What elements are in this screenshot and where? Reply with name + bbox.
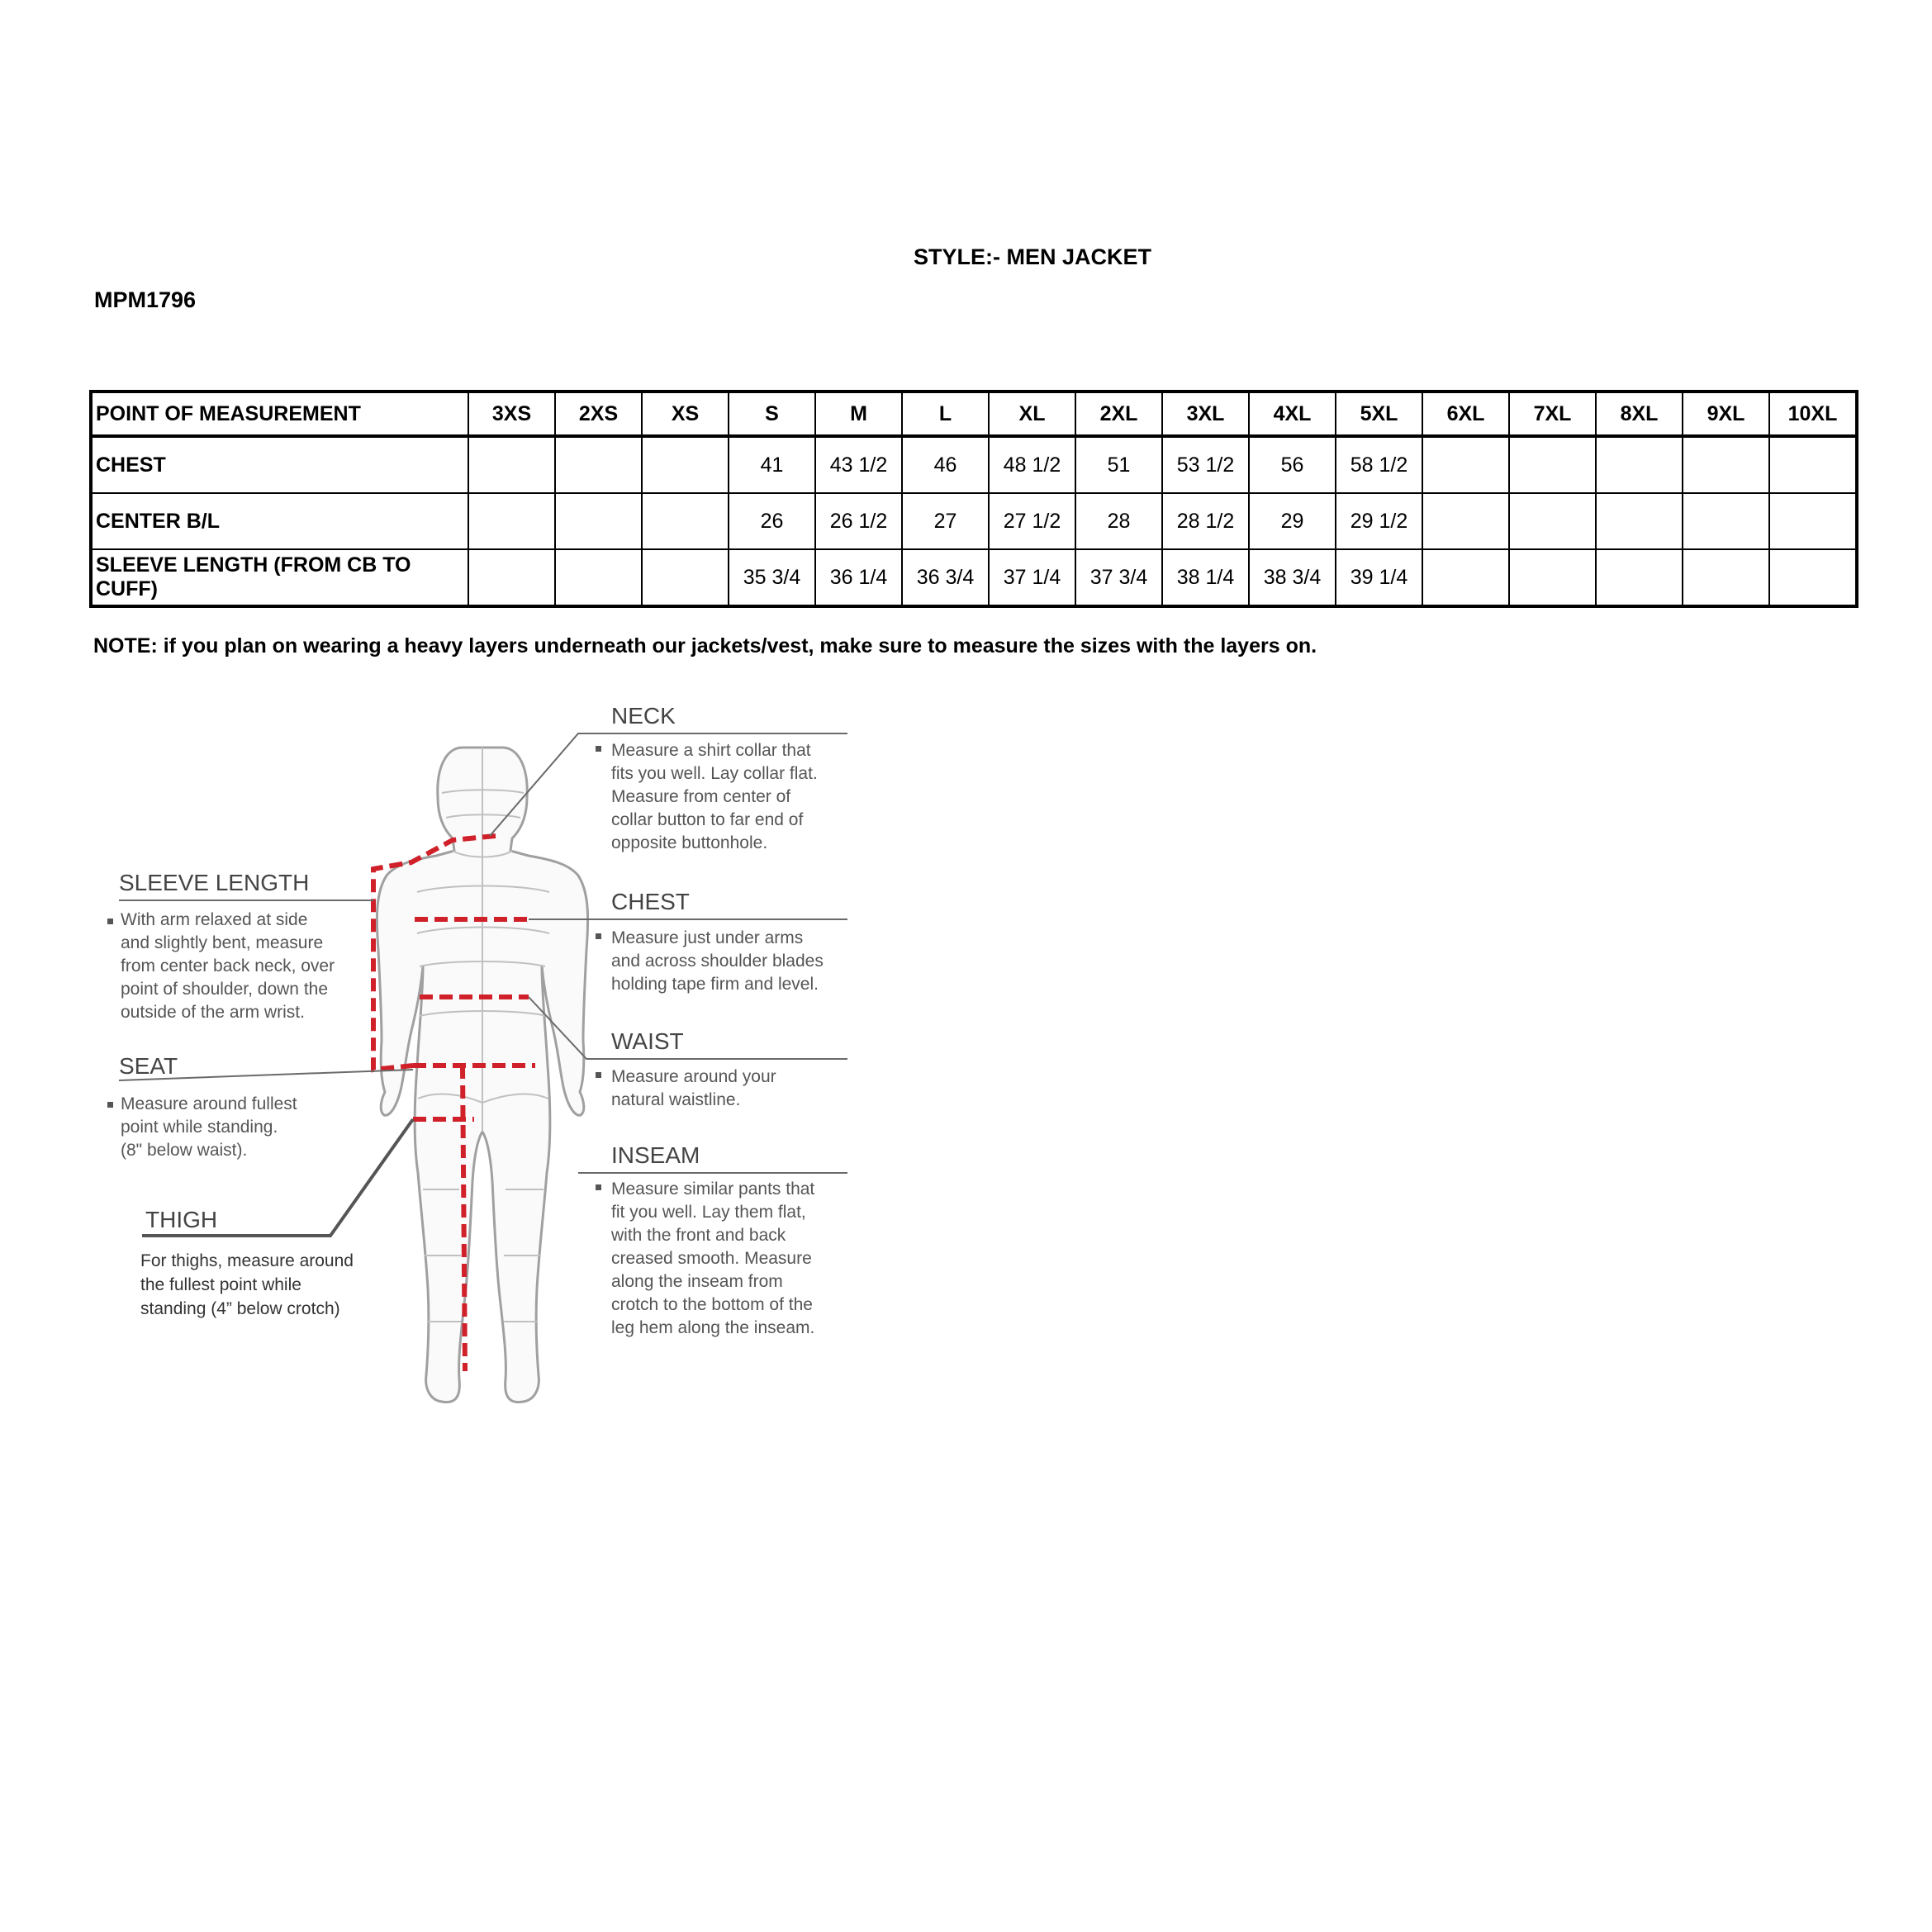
bullet-icon bbox=[107, 1102, 113, 1108]
table-cell: 29 bbox=[1249, 493, 1336, 549]
size-header: 3XS bbox=[468, 392, 555, 436]
size-header: 6XL bbox=[1422, 392, 1509, 436]
inseam-label: INSEAM bbox=[611, 1142, 700, 1168]
sleeve-length-text: point of shoulder, down the bbox=[121, 980, 329, 999]
waist-text: Measure around your bbox=[611, 1067, 776, 1086]
size-header: 7XL bbox=[1509, 392, 1596, 436]
waist-label: WAIST bbox=[611, 1028, 684, 1054]
neck-label: NECK bbox=[611, 703, 676, 729]
inseam-text: crotch to the bottom of the bbox=[611, 1295, 813, 1314]
table-cell: 27 bbox=[902, 493, 989, 549]
table-cell: 35 3/4 bbox=[729, 549, 815, 606]
table-cell: 38 3/4 bbox=[1249, 549, 1336, 606]
thigh-text: the fullest point while bbox=[140, 1275, 301, 1294]
table-cell: 48 1/2 bbox=[989, 436, 1075, 493]
thigh-text: For thighs, measure around bbox=[140, 1251, 354, 1270]
sleeve-length-text: With arm relaxed at side bbox=[121, 910, 308, 929]
seat-text: Measure around fullest bbox=[121, 1094, 297, 1113]
table-cell: 56 bbox=[1249, 436, 1336, 493]
table-cell: 36 1/4 bbox=[815, 549, 902, 606]
neck-text: Measure a shirt collar that bbox=[611, 741, 811, 760]
neck-text: collar button to far end of bbox=[611, 810, 804, 829]
size-header: S bbox=[729, 392, 815, 436]
neck-text: Measure from center of bbox=[611, 787, 791, 806]
inseam-text: along the inseam from bbox=[611, 1272, 783, 1291]
bullet-icon bbox=[596, 1072, 601, 1078]
bullet-icon bbox=[596, 1184, 601, 1190]
size-header: 9XL bbox=[1683, 392, 1769, 436]
sleeve-length-label: SLEEVE LENGTH bbox=[119, 870, 310, 895]
table-cell: 39 1/4 bbox=[1336, 549, 1422, 606]
style-title-text: STYLE:- MEN JACKET bbox=[913, 244, 1151, 269]
size-header: 8XL bbox=[1596, 392, 1683, 436]
seat-text: (8" below waist). bbox=[121, 1141, 248, 1160]
bullet-icon bbox=[596, 746, 601, 752]
table-cell: 28 1/2 bbox=[1162, 493, 1249, 549]
row-label: CENTER B/L bbox=[91, 493, 468, 549]
size-header: 3XL bbox=[1162, 392, 1249, 436]
style-code: MPM1796 bbox=[94, 287, 197, 312]
inseam-text: Measure similar pants that bbox=[611, 1180, 815, 1199]
header-point-of-measurement: POINT OF MEASUREMENT bbox=[91, 392, 468, 436]
size-header: L bbox=[902, 392, 989, 436]
row-label: CHEST bbox=[91, 436, 468, 493]
sleeve-length-text: outside of the arm wrist. bbox=[121, 1003, 305, 1022]
neck-text: fits you well. Lay collar flat. bbox=[611, 764, 818, 783]
size-header: 2XL bbox=[1075, 392, 1162, 436]
seat-label: SEAT bbox=[119, 1053, 178, 1079]
sleeve-length-text: and slightly bent, measure bbox=[121, 933, 324, 952]
size-header: 5XL bbox=[1336, 392, 1422, 436]
table-cell: 27 1/2 bbox=[989, 493, 1075, 549]
thigh-text: standing (4” below crotch) bbox=[140, 1299, 340, 1318]
table-cell: 46 bbox=[902, 436, 989, 493]
table-cell: 51 bbox=[1075, 436, 1162, 493]
sleeve-length-text: from center back neck, over bbox=[121, 957, 335, 975]
chest-text: Measure just under arms bbox=[611, 928, 804, 947]
size-header: 10XL bbox=[1769, 392, 1857, 436]
neck-text: opposite buttonhole. bbox=[611, 833, 768, 852]
size-header: M bbox=[815, 392, 902, 436]
bullet-icon bbox=[596, 933, 601, 939]
chest-text: holding tape firm and level. bbox=[611, 975, 819, 994]
layering-note: NOTE: if you plan on wearing a heavy layers underneath our jackets/vest, make sure to measure the sizes with the layers on. bbox=[93, 634, 1317, 657]
table-cell: 28 bbox=[1075, 493, 1162, 549]
size-header: 2XS bbox=[555, 392, 642, 436]
chest-label: CHEST bbox=[611, 889, 690, 914]
thigh-label: THIGH bbox=[145, 1207, 218, 1232]
table-cell: 58 1/2 bbox=[1336, 436, 1422, 493]
table-cell: 41 bbox=[729, 436, 815, 493]
size-header: XL bbox=[989, 392, 1075, 436]
size-header: 4XL bbox=[1249, 392, 1336, 436]
table-cell: 37 3/4 bbox=[1075, 549, 1162, 606]
inseam-text: fit you well. Lay them flat, bbox=[611, 1203, 806, 1222]
table-cell: 53 1/2 bbox=[1162, 436, 1249, 493]
inseam-text: creased smooth. Measure bbox=[611, 1249, 812, 1268]
seat-text: point while standing. bbox=[121, 1118, 278, 1137]
row-label: SLEEVE LENGTH (FROM CB TO CUFF) bbox=[91, 549, 468, 606]
table-cell: 26 1/2 bbox=[815, 493, 902, 549]
table-cell: 26 bbox=[729, 493, 815, 549]
inseam-text: leg hem along the inseam. bbox=[611, 1318, 815, 1337]
table-cell: 36 3/4 bbox=[902, 549, 989, 606]
table-cell: 38 1/4 bbox=[1162, 549, 1249, 606]
table-cell: 29 1/2 bbox=[1336, 493, 1422, 549]
bullet-icon bbox=[107, 919, 113, 924]
table-cell: 43 1/2 bbox=[815, 436, 902, 493]
size-header: XS bbox=[642, 392, 729, 436]
waist-text: natural waistline. bbox=[611, 1090, 741, 1109]
inseam-text: with the front and back bbox=[611, 1226, 786, 1245]
chest-text: and across shoulder blades bbox=[611, 952, 824, 971]
table-cell: 37 1/4 bbox=[989, 549, 1075, 606]
